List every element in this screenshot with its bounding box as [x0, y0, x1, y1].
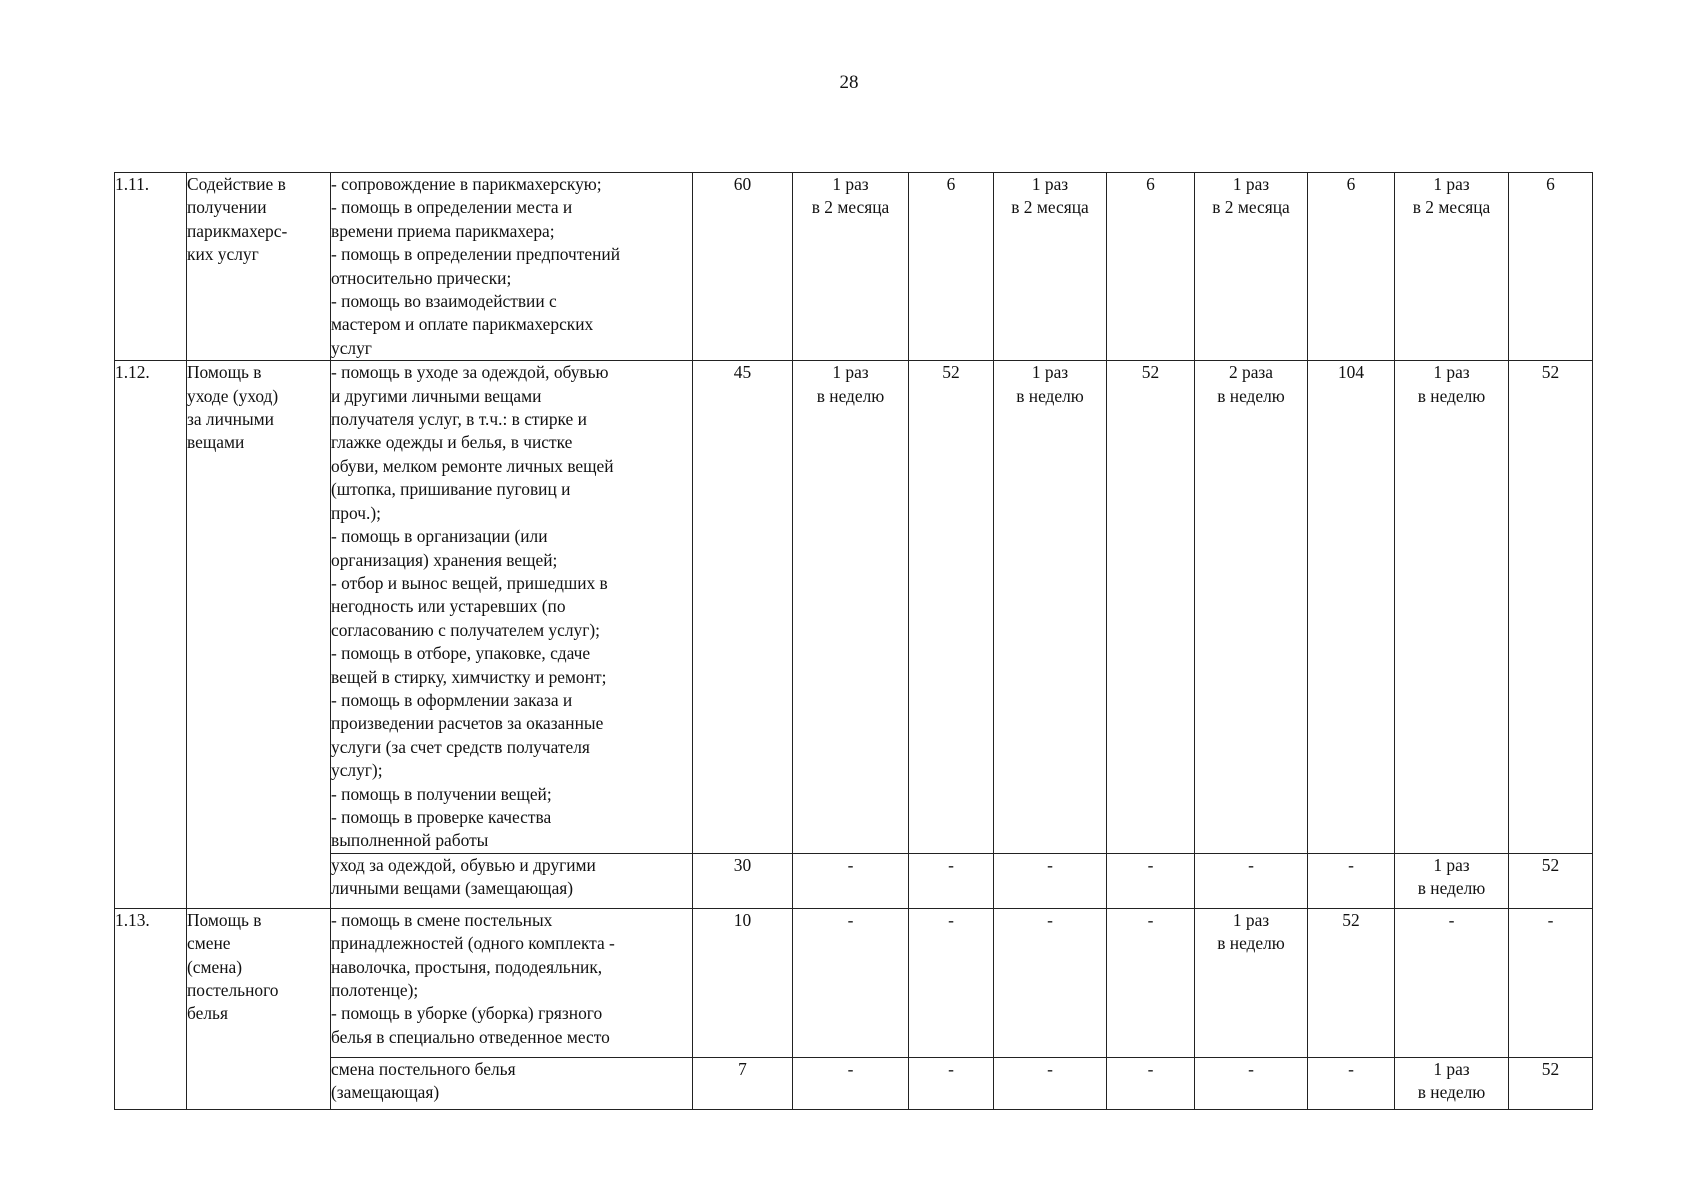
value-cell	[1509, 361, 1593, 854]
cell-value: в неделю	[1217, 385, 1285, 406]
value-cell	[909, 1057, 994, 1109]
service-name-line: постельного	[187, 980, 279, 1000]
value-cell	[994, 361, 1107, 854]
cell-value: -	[1147, 1058, 1154, 1079]
cell-value: -	[847, 909, 854, 930]
service-name	[187, 361, 331, 909]
value-cell	[909, 173, 994, 361]
cell-value: 52	[1541, 1058, 1560, 1079]
value-cell	[1195, 853, 1308, 908]
cell-value: -	[1348, 854, 1354, 875]
cell-value: в 2 месяца	[1212, 197, 1290, 218]
service-description	[331, 853, 693, 908]
value-cell	[1195, 173, 1308, 361]
description-line: белья в специально отведенное место	[331, 1026, 610, 1047]
cell-value: 1 раз	[1031, 362, 1069, 383]
description-line: выполненной работы	[331, 830, 489, 851]
cell-value: 1 раз	[1433, 362, 1470, 383]
description-line: получателя услуг, в т.ч.: в стирке и	[331, 409, 587, 430]
cell-value: в неделю	[1417, 1082, 1486, 1103]
value-cell	[1509, 173, 1593, 361]
cell-value: 1 раз	[1433, 174, 1470, 194]
value-cell	[1107, 361, 1195, 854]
description-line: согласованию с получателем услуг);	[331, 619, 600, 640]
cell-value: 52	[1541, 362, 1560, 383]
service-name-line: Содействие в	[187, 174, 286, 194]
value-cell	[793, 853, 909, 908]
cell-value: в неделю	[816, 385, 885, 406]
description-line: уход за одеждой, обувью и другими	[331, 854, 596, 875]
description-line: - помощь в проверке качества	[331, 806, 552, 827]
cell-value: -	[948, 854, 954, 875]
service-name-line: (смена)	[187, 956, 243, 977]
value-cell	[1308, 173, 1395, 361]
value-cell	[693, 173, 793, 361]
service-name-line: уходе (уход)	[187, 385, 279, 406]
cell-value: 6	[946, 174, 956, 194]
value-cell	[1395, 1057, 1509, 1109]
description-line: вещей в стирку, химчистку и ремонт;	[331, 666, 607, 687]
cell-value: 60	[733, 174, 752, 194]
cell-value: -	[1248, 854, 1254, 875]
cell-value: -	[847, 1058, 854, 1079]
value-cell	[994, 908, 1107, 1057]
cell-value: в 2 месяца	[811, 197, 890, 218]
value-cell	[1509, 1057, 1593, 1109]
description-line: услуг);	[331, 760, 383, 781]
service-name-line: Помощь в	[187, 362, 262, 383]
service-name-line: вещами	[187, 432, 245, 453]
value-cell	[1395, 173, 1509, 361]
description-line: - помощь в определении предпочтений	[331, 244, 621, 265]
cell-value: 6	[1346, 174, 1356, 194]
value-cell	[994, 173, 1107, 361]
service-description	[331, 1057, 693, 1109]
services-table	[114, 172, 1593, 1110]
service-name-line: парикмахерс-	[187, 220, 288, 241]
cell-value: -	[1047, 854, 1053, 875]
description-line: - помощь в отборе, упаковке, сдаче	[331, 643, 591, 664]
service-name	[187, 173, 331, 361]
cell-value: -	[1047, 1058, 1053, 1079]
value-cell	[693, 908, 793, 1057]
value-cell	[1395, 361, 1509, 854]
service-name-line: белья	[187, 1003, 228, 1024]
description-line: - помощь в организации (или	[331, 526, 548, 547]
value-cell	[909, 908, 994, 1057]
cell-value: в 2 месяца	[1412, 197, 1491, 218]
cell-value: 1 раз	[1433, 854, 1470, 875]
description-line: - отбор и вынос вещей, пришедших в	[331, 572, 608, 593]
description-line: и другими личными вещами	[331, 385, 542, 406]
description-line: (штопка, пришивание пуговиц и	[331, 479, 571, 500]
value-cell	[1308, 853, 1395, 908]
cell-value: 1 раз	[1232, 909, 1270, 930]
value-cell	[793, 173, 909, 361]
description-line: принадлежностей (одного комплекта -	[331, 933, 615, 954]
cell-value: 6	[1146, 174, 1155, 194]
value-cell	[1509, 853, 1593, 908]
value-cell	[1107, 908, 1195, 1057]
description-line: смена постельного белья	[331, 1058, 516, 1079]
cell-value: -	[1147, 854, 1154, 875]
value-cell	[1195, 1057, 1308, 1109]
value-cell	[1107, 1057, 1195, 1109]
value-cell	[994, 853, 1107, 908]
description-line: - сопровождение в парикмахерскую;	[331, 174, 602, 194]
table-row	[115, 173, 1593, 361]
cell-value: 45	[733, 362, 752, 383]
value-cell	[909, 853, 994, 908]
service-name-line: за личными	[187, 409, 274, 430]
service-name-line: ких услуг	[187, 244, 259, 265]
description-line: негодность или устаревших (по	[331, 596, 566, 617]
service-name-line: Помощь в	[187, 909, 262, 930]
description-line: организация) хранения вещей;	[331, 549, 558, 570]
value-cell	[1195, 361, 1308, 854]
cell-value: 52	[1141, 362, 1160, 383]
cell-value: в 2 месяца	[1011, 197, 1089, 218]
value-cell	[994, 1057, 1107, 1109]
description-line: времени приема парикмахера;	[331, 220, 555, 241]
description-line: обуви, мелком ремонте личных вещей	[331, 455, 614, 476]
description-line: произведении расчетов за оказанные	[331, 713, 604, 734]
cell-value: 6	[1546, 174, 1555, 194]
description-line: наволочка, простыня, пододеяльник,	[331, 956, 603, 977]
description-line: - помощь во взаимодействии с	[331, 291, 557, 312]
value-cell	[1195, 908, 1308, 1057]
cell-value: 30	[733, 854, 752, 875]
cell-value: в неделю	[1016, 385, 1084, 406]
value-cell	[1395, 853, 1509, 908]
cell-value: 1 раз	[1232, 174, 1270, 194]
description-line: (замещающая)	[331, 1082, 440, 1103]
cell-value: 1 раз	[1031, 174, 1069, 194]
description-line: личными вещами (замещающая)	[331, 878, 574, 899]
cell-value: 1 раз	[1433, 1058, 1470, 1079]
cell-value: -	[1547, 909, 1554, 930]
value-cell	[1509, 908, 1593, 1057]
cell-value: 10	[733, 909, 752, 930]
description-line: - помощь в определении места и	[331, 197, 573, 218]
value-cell	[1308, 1057, 1395, 1109]
value-cell	[1395, 908, 1509, 1057]
description-line: - помощь в уходе за одеждой, обувью	[331, 362, 609, 383]
value-cell	[1308, 361, 1395, 854]
description-line: полотенце);	[331, 980, 419, 1000]
item-number: 1.11.	[115, 173, 187, 361]
cell-value: 7	[738, 1058, 747, 1079]
cell-value: -	[948, 909, 954, 930]
cell-value: в неделю	[1417, 385, 1486, 406]
cell-value: 1 раз	[832, 362, 869, 383]
value-cell	[793, 361, 909, 854]
cell-value: -	[1147, 909, 1154, 930]
service-name-line: смене	[187, 933, 231, 954]
value-cell	[693, 853, 793, 908]
description-line: услуг	[331, 337, 372, 358]
description-line: - помощь в уборке (уборка) грязного	[331, 1003, 603, 1024]
cell-value: 52	[942, 362, 960, 383]
description-line: - помощь в смене постельных	[331, 909, 553, 930]
service-description	[331, 908, 693, 1057]
cell-value: в неделю	[1417, 878, 1486, 899]
value-cell	[693, 1057, 793, 1109]
cell-value: 104	[1337, 362, 1365, 383]
description-line: относительно прически;	[331, 267, 512, 288]
value-cell	[693, 361, 793, 854]
cell-value: -	[1348, 1058, 1354, 1079]
table-row	[115, 908, 1593, 1057]
item-number: 1.13.	[115, 908, 187, 1109]
description-line: мастером и оплате парикмахерских	[331, 314, 594, 335]
cell-value: -	[847, 854, 854, 875]
cell-value: 2 раза	[1228, 362, 1274, 383]
table-row	[115, 853, 1593, 908]
description-line: - помощь в получении вещей;	[331, 783, 552, 804]
cell-value: -	[1047, 909, 1053, 930]
value-cell	[793, 908, 909, 1057]
value-cell	[1107, 173, 1195, 361]
description-line: глажке одежды и белья, в чистке	[331, 432, 573, 453]
cell-value: -	[948, 1058, 954, 1079]
service-name-line: получении	[187, 197, 267, 218]
value-cell	[909, 361, 994, 854]
table-row	[115, 1057, 1593, 1109]
value-cell	[793, 1057, 909, 1109]
value-cell	[1308, 908, 1395, 1057]
value-cell	[1107, 853, 1195, 908]
description-line: услуги (за счет средств получателя	[331, 736, 590, 757]
description-line: - помощь в оформлении заказа и	[331, 689, 573, 710]
table-row	[115, 361, 1593, 854]
cell-value: 1 раз	[832, 174, 869, 194]
cell-value: -	[1448, 909, 1455, 930]
service-description	[331, 173, 693, 361]
cell-value: 52	[1541, 854, 1560, 875]
service-name	[187, 908, 331, 1109]
item-number: 1.12.	[115, 361, 187, 909]
description-line: проч.);	[331, 502, 381, 523]
page-number: 28	[839, 72, 859, 93]
service-description	[331, 361, 693, 854]
cell-value: в неделю	[1217, 933, 1285, 954]
cell-value: -	[1248, 1058, 1254, 1079]
cell-value: 52	[1342, 909, 1360, 930]
